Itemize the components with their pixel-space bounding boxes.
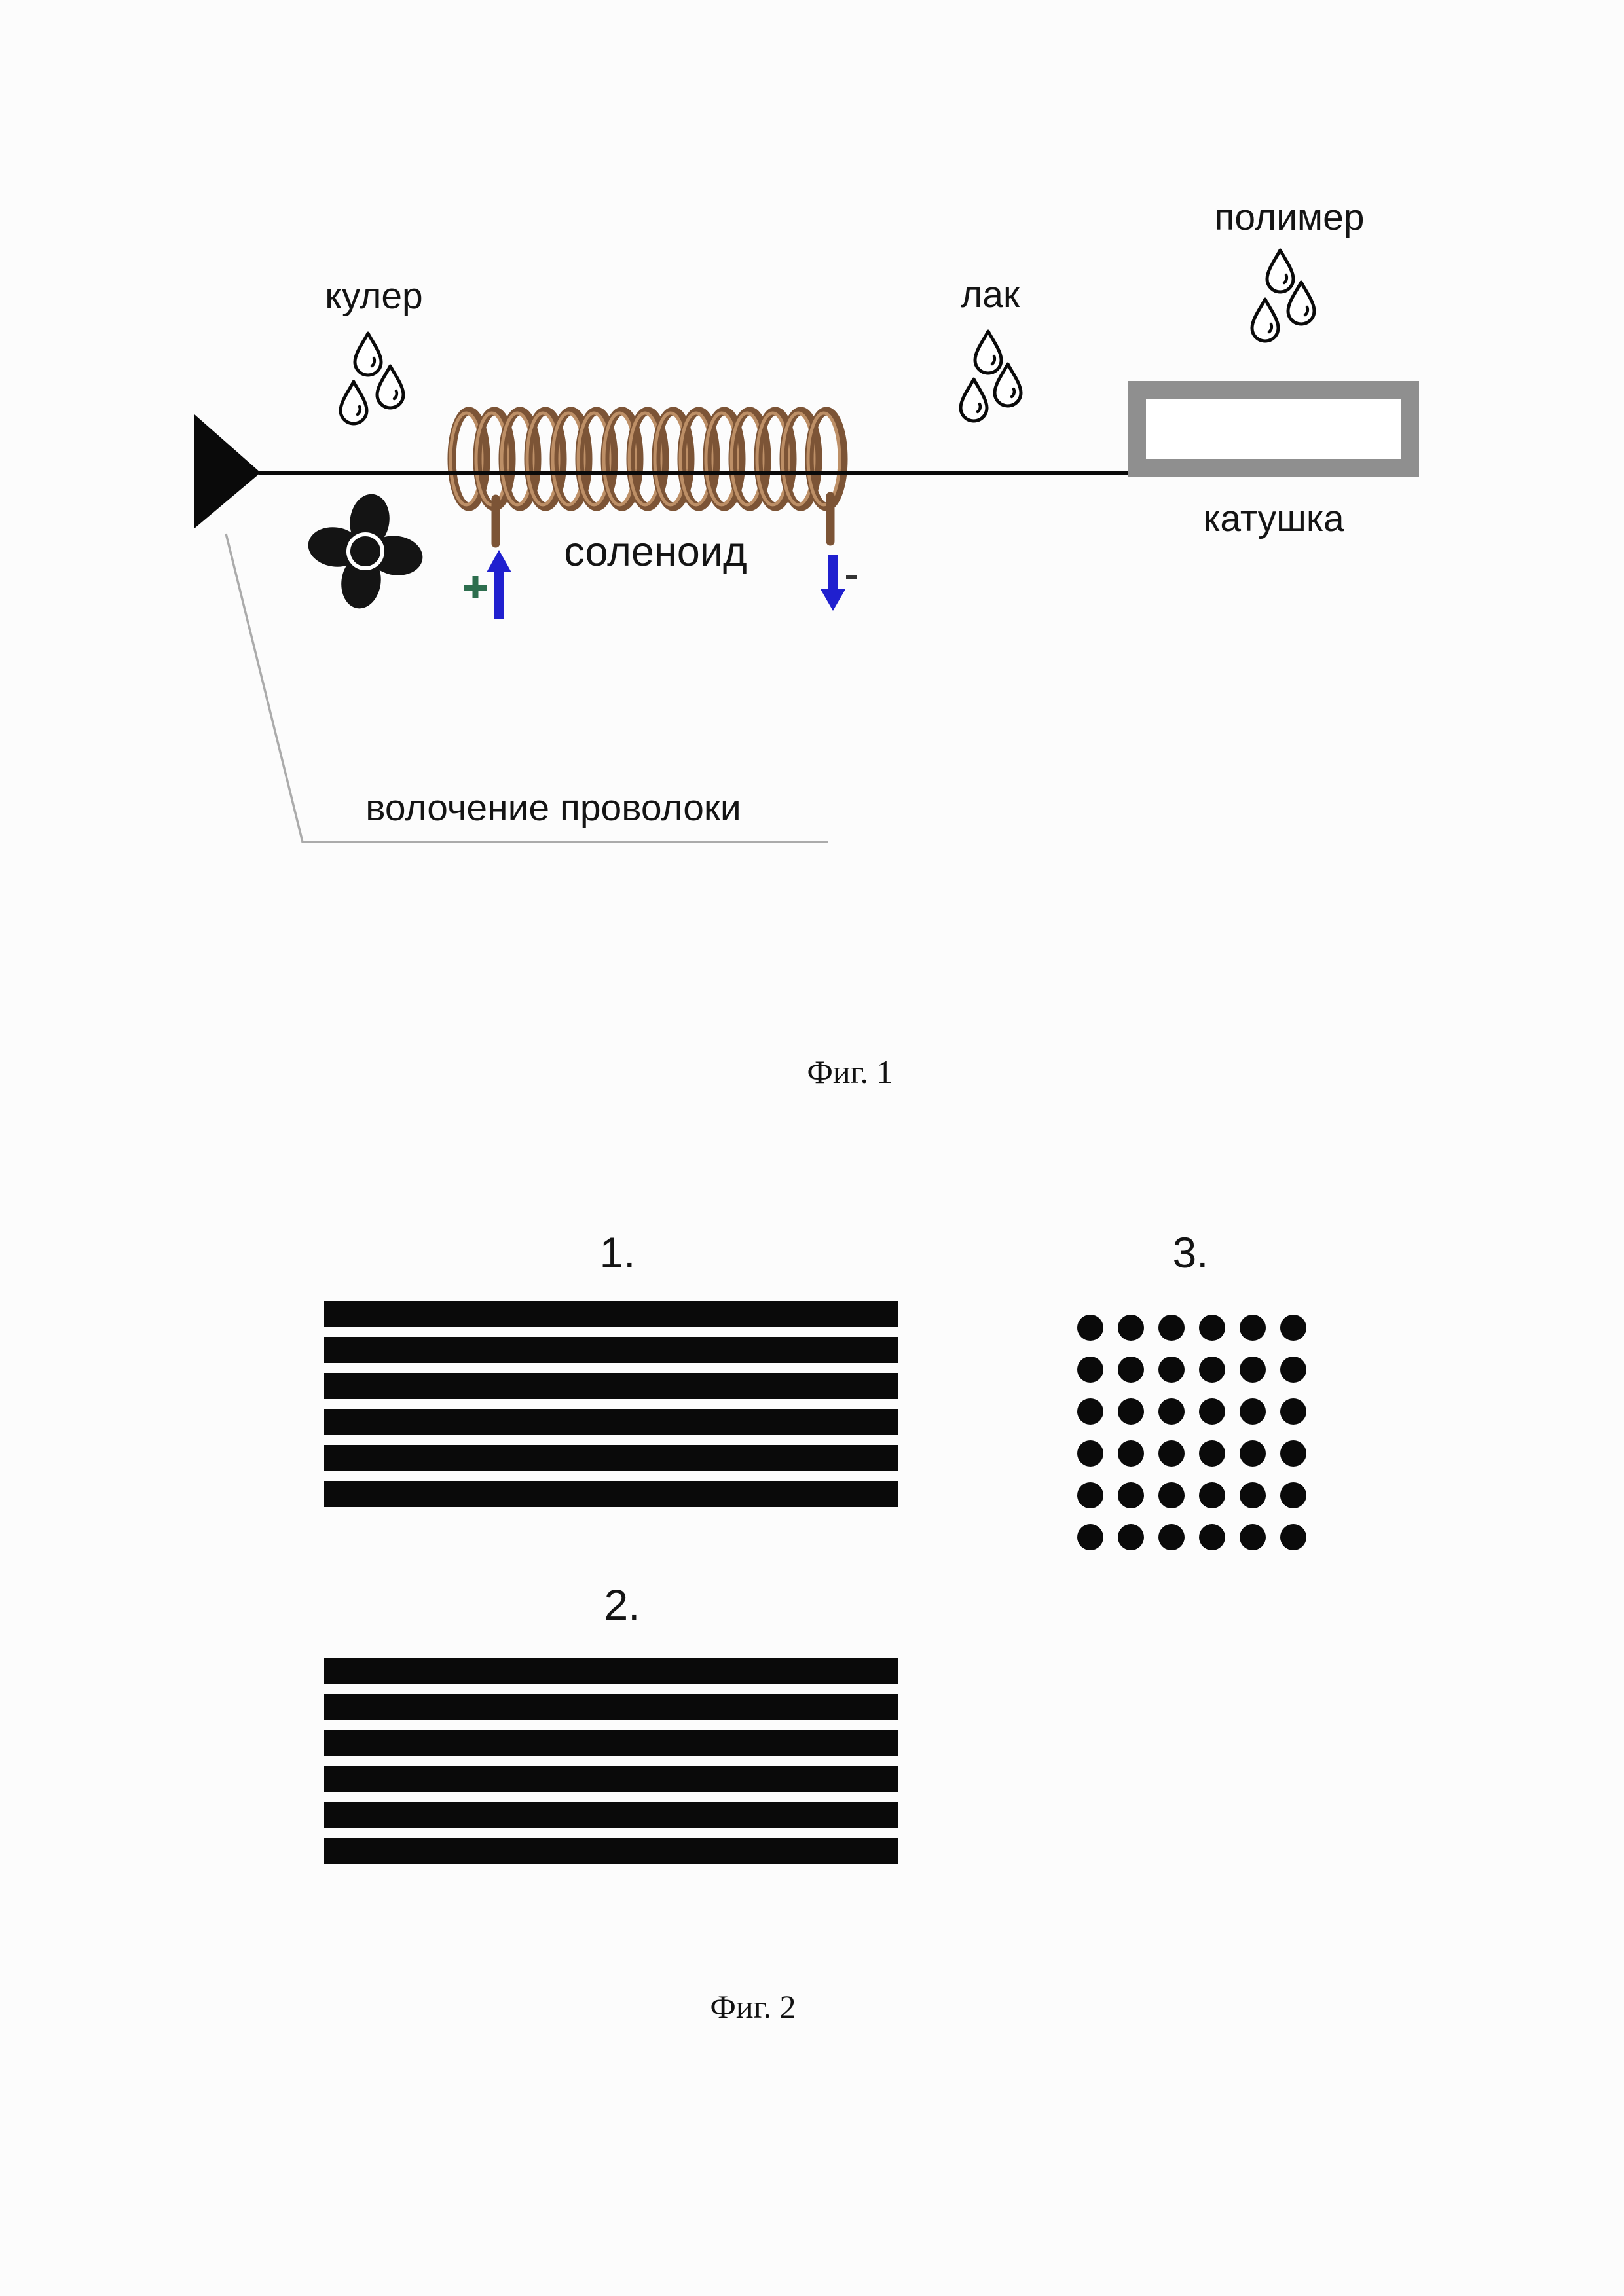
- fan-icon: [301, 486, 431, 617]
- fig1-caption: Фиг. 1: [807, 1053, 893, 1090]
- block2-number-label: 2.: [604, 1580, 640, 1629]
- stripe-block-1: [324, 1301, 898, 1507]
- current-down-arrow-icon: [821, 555, 845, 611]
- spool-rect: [1137, 390, 1411, 468]
- cooler-drops-icon: [341, 333, 403, 424]
- solenoid-coil: [451, 411, 843, 507]
- solenoid-label: соленоид: [564, 529, 747, 575]
- minus-sign-icon: [846, 575, 857, 579]
- fig2-caption: Фиг. 2: [710, 1988, 796, 2025]
- stripe-block-2: [324, 1658, 898, 1864]
- plus-sign-icon: [464, 576, 487, 598]
- cooler-label: кулер: [325, 275, 423, 317]
- block1-number-label: 1.: [599, 1228, 636, 1277]
- block3-number-label: 3.: [1172, 1228, 1209, 1277]
- drawing-die-triangle: [194, 414, 261, 528]
- wire-drawing-label: волочение проволоки: [365, 787, 741, 829]
- spool-label: катушка: [1203, 498, 1344, 539]
- wire-line: [259, 471, 1128, 475]
- dot-grid-3: [1077, 1315, 1306, 1550]
- lacquer-label: лак: [961, 274, 1020, 316]
- current-up-arrow-icon: [487, 550, 511, 619]
- polymer-label: полимер: [1214, 196, 1365, 238]
- polymer-drops-icon: [1252, 250, 1314, 341]
- lacquer-drops-icon: [961, 331, 1021, 421]
